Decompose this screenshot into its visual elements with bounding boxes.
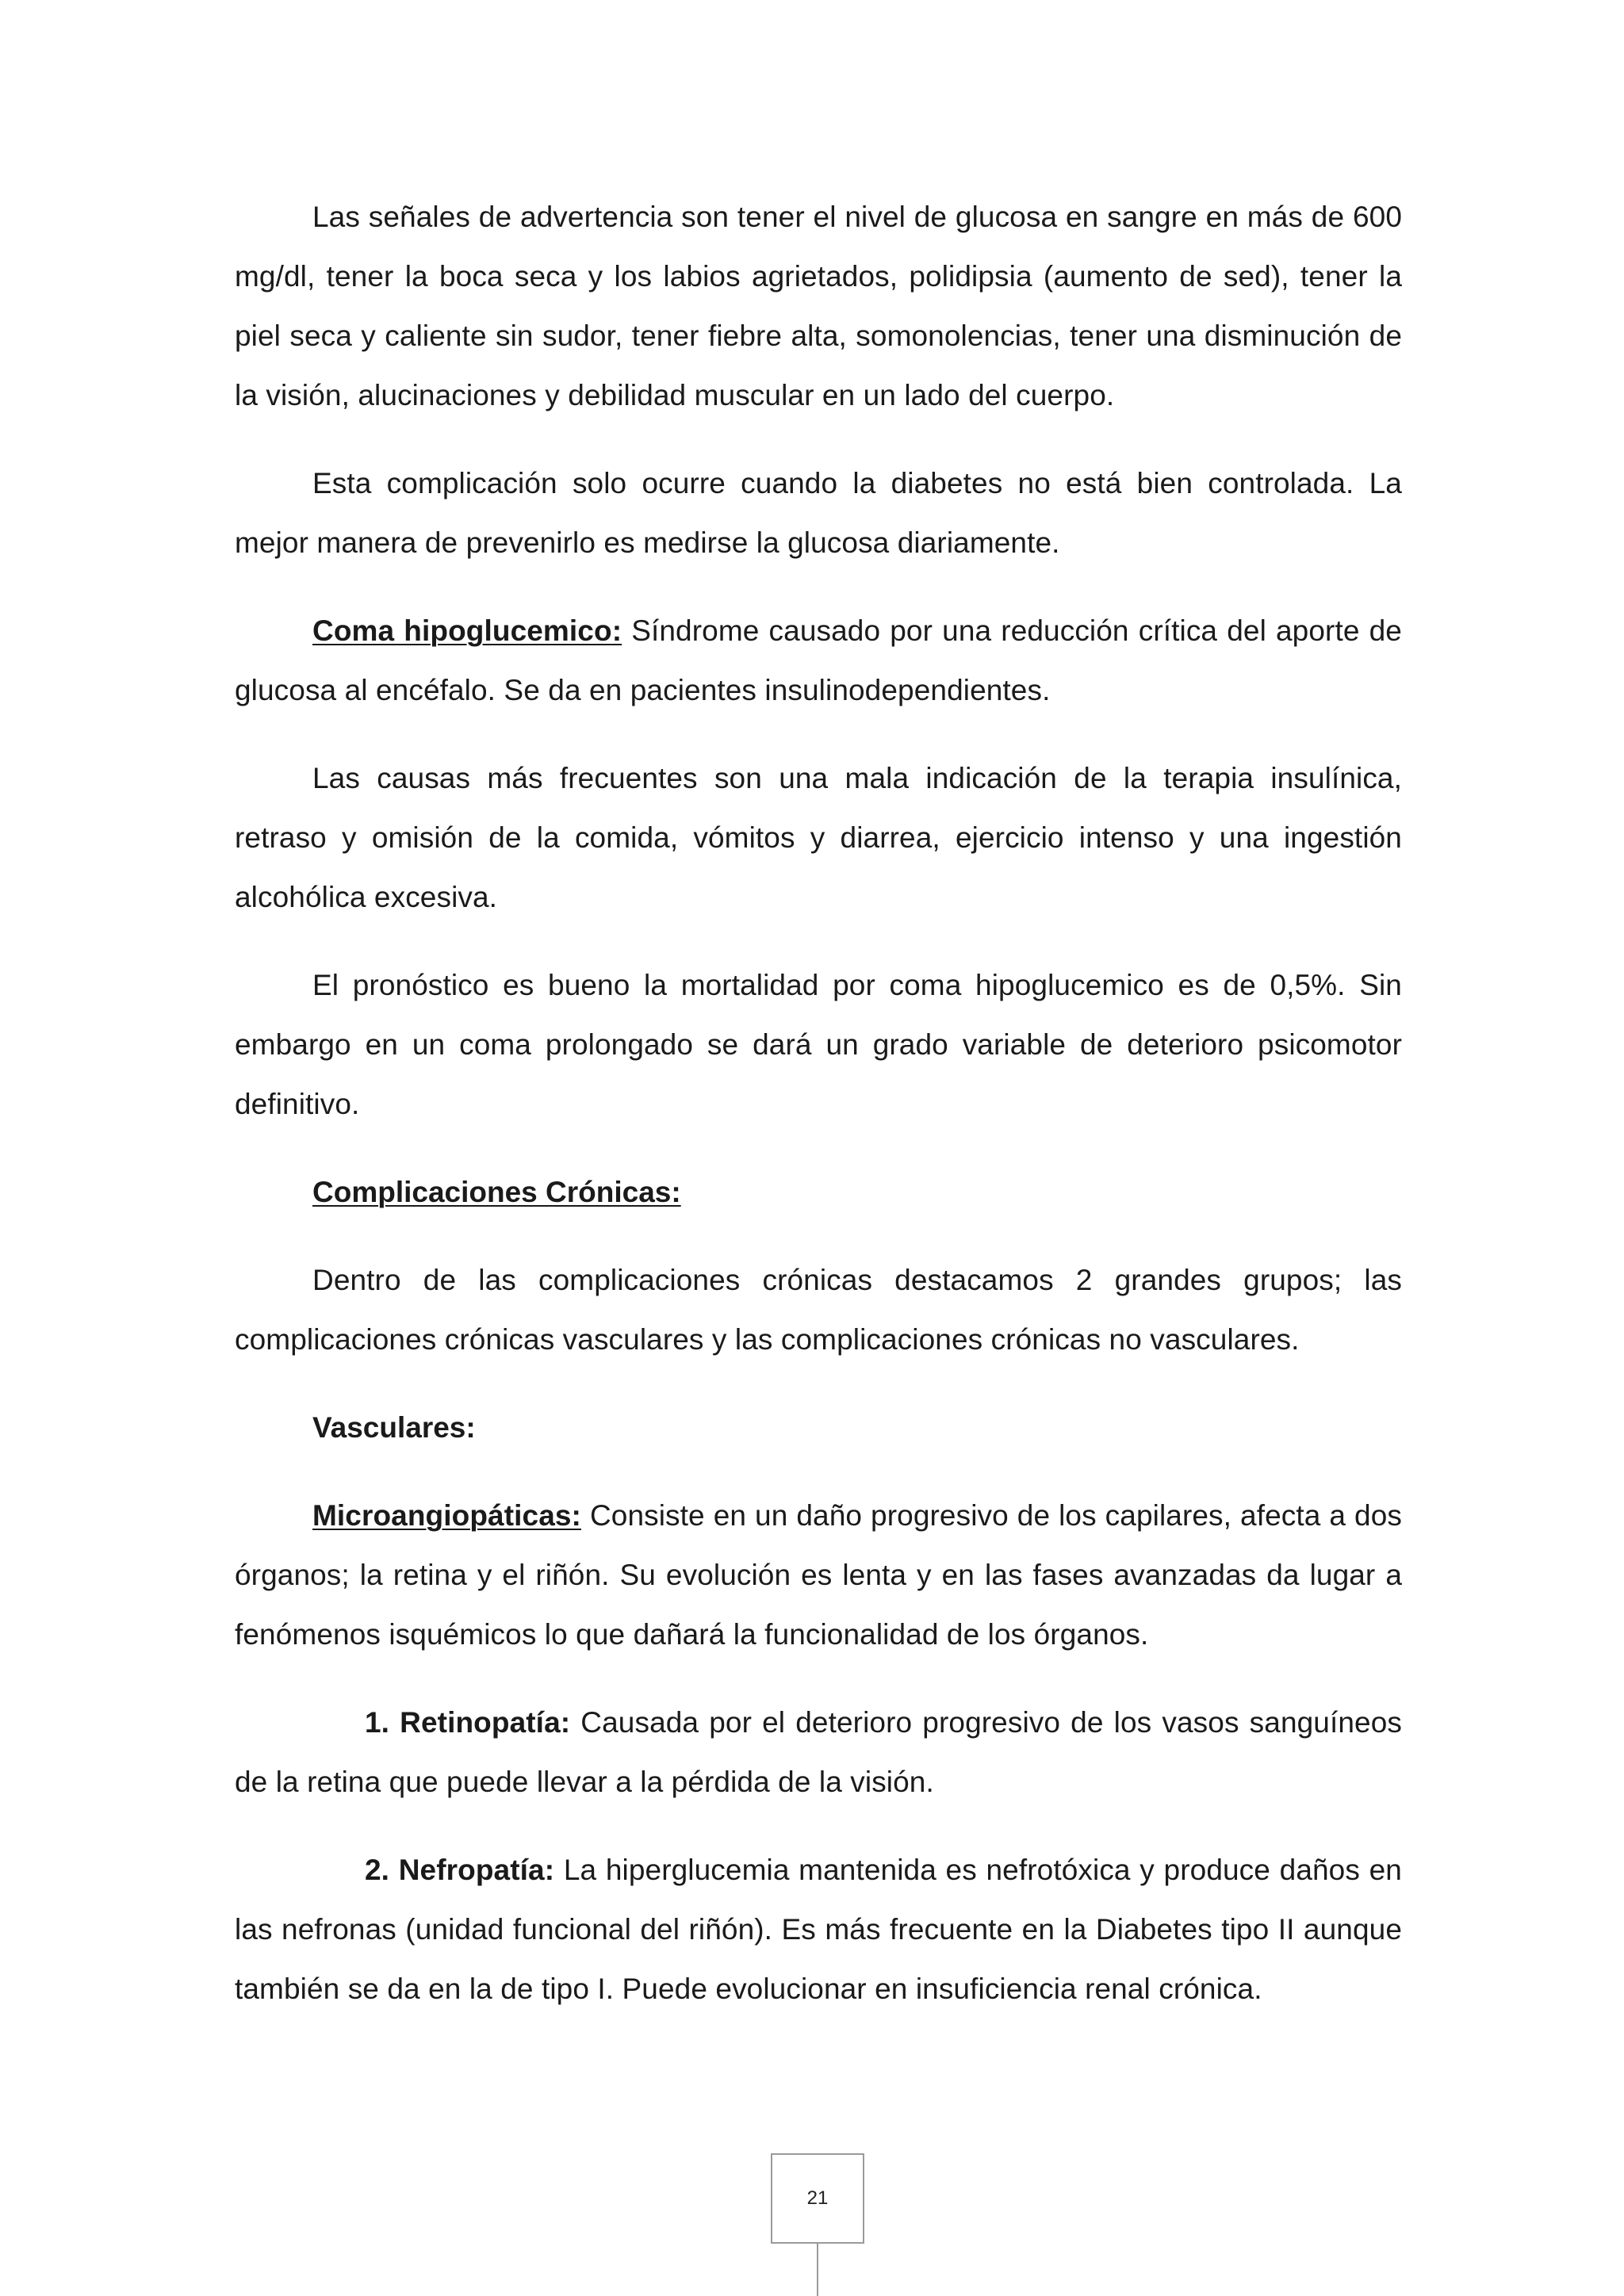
term-retinopatia: 1. Retinopatía: xyxy=(365,1706,571,1739)
paragraph-chronic-groups: Dentro de las complicaciones crónicas destacamos 2 grandes grupos; las complicaciones crónicas vasculares y las complicaciones crónicas no vasculares. xyxy=(235,1264,1402,1356)
page-body xyxy=(235,187,1402,2047)
paragraph-microangiopaticas xyxy=(235,1486,1402,1664)
paragraph-retinopatia xyxy=(235,1693,1402,1812)
definition-microangiopaticas: Consiste en un daño progresivo de los capilares, afecta a dos órganos; la retina y el riñón. Su evolución es lenta y en las fases avanzadas da lugar a fenómenos isquémicos lo que dañará la funcionalidad de los órganos. xyxy=(235,1499,1402,1651)
heading-vasculares: Vasculares: xyxy=(312,1411,476,1444)
definition-coma-hipoglucemico: Síndrome causado por una reducción crítica del aporte de glucosa al encéfalo. Se da en pacientes insulinodependientes. xyxy=(235,614,1402,706)
page-number: 21 xyxy=(806,2187,829,2209)
paragraph-warning-signs: Las señales de advertencia son tener el nivel de glucosa en sangre en más de 600 mg/dl, tener la boca seca y los labios agrietados, polidipsia (aumento de sed), tener la piel seca y caliente sin sudor, tener fiebre alta, somonolencias, tener una disminución de la visión, alucinaciones y debilidad muscular en un lado del cuerpo. xyxy=(235,201,1402,411)
paragraph-causes: Las causas más frecuentes son una mala indicación de la terapia insulínica, retraso y omisión de la comida, vómitos y diarrea, ejercicio intenso y una ingestión alcohólica excesiva. xyxy=(235,762,1402,913)
term-coma-hipoglucemico: Coma hipoglucemico: xyxy=(312,614,622,647)
term-microangiopaticas: Microangiopáticas: xyxy=(312,1499,581,1532)
paragraph-prognosis: El pronóstico es bueno la mortalidad por coma hipoglucemico es de 0,5%. Sin embargo en un coma prolongado se dará un grado variable de deterioro psicomotor definitivo. xyxy=(235,969,1402,1120)
definition-nefropatia: La hiperglucemia mantenida es nefrotóxica y produce daños en las nefronas (unidad funcional del riñón). Es más frecuente en la Diabetes tipo II aunque también se da en la de tipo I. Puede evolucionar en insuficiencia renal crónica. xyxy=(235,1854,1402,2005)
page-number-box xyxy=(771,2153,864,2244)
heading-complicaciones-cronicas: Complicaciones Crónicas: xyxy=(312,1176,681,1208)
term-nefropatia: 2. Nefropatía: xyxy=(365,1854,555,1886)
paragraph-nefropatia xyxy=(235,1840,1402,2019)
paragraph-coma-hipoglucemico xyxy=(235,601,1402,720)
definition-retinopatia: Causada por el deterioro progresivo de los vasos sanguíneos de la retina que puede llevar a la pérdida de la visión. xyxy=(235,1706,1402,1798)
paragraph-complication-control: Esta complicación solo ocurre cuando la diabetes no está bien controlada. La mejor manera de prevenirlo es medirse la glucosa diariamente. xyxy=(235,467,1402,559)
page-number-connector xyxy=(817,2244,818,2296)
